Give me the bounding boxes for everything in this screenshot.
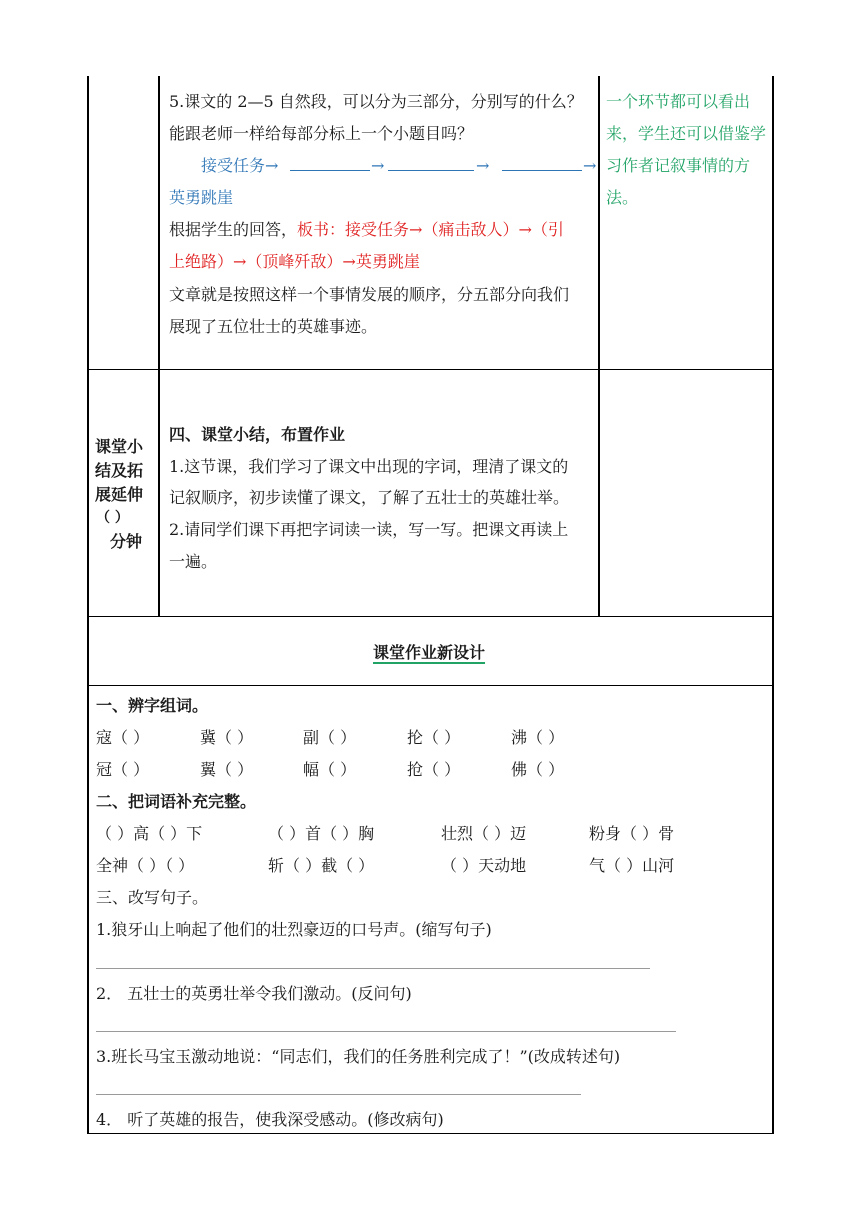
idiom-item: 气（ ）山河 xyxy=(589,856,675,875)
char-item: 副（ ） xyxy=(303,728,357,747)
char-item: 幅（ ） xyxy=(303,760,357,779)
col-divider-2 xyxy=(598,76,600,617)
section-label-line-2: 结及拓 xyxy=(95,461,144,480)
homework-title: 课堂作业新设计 xyxy=(373,643,486,662)
row-divider-1 xyxy=(87,369,774,370)
teaching-note-line-2: 来，学生还可以借鉴学 xyxy=(606,124,767,143)
idiom-item: 粉身（ ）骨 xyxy=(589,824,675,843)
char-item: 抡（ ） xyxy=(407,728,461,747)
sentence-4: 4． 听了英雄的报告，使我深受感动。(修改病句) xyxy=(96,1110,444,1129)
question-5-line-2: 能跟老师一样给每部分标上一个小题目吗？ xyxy=(169,124,474,143)
chain-arrow-3: → xyxy=(583,156,597,175)
answer-line-3[interactable] xyxy=(96,1094,581,1095)
chain-blank-1 xyxy=(290,156,370,176)
chain-arrow-1: → xyxy=(371,156,385,175)
section-label-line-5: 分钟 xyxy=(110,532,143,551)
col-divider-1 xyxy=(158,76,160,617)
answer-line-1[interactable] xyxy=(96,968,650,969)
teaching-note-line-3: 习作者记叙事情的方 xyxy=(606,156,751,175)
section-4-heading: 四、课堂小结，布置作业 xyxy=(169,425,346,444)
answer-line-2[interactable] xyxy=(96,1031,676,1032)
section-4-paragraph-1-line-1: 1.这节课，我们学习了课文中出现的字词，理清了课文的 xyxy=(169,457,569,476)
table-bottom-border xyxy=(87,1133,774,1134)
board-prefix: 根据学生的回答， xyxy=(169,220,298,239)
board-line-1 xyxy=(169,220,564,240)
char-item: 冀（ ） xyxy=(200,728,254,747)
part-3-heading: 三、改写句子。 xyxy=(96,888,209,907)
board-label: 板书： xyxy=(297,220,346,239)
table-left-border xyxy=(87,76,89,1134)
summary-line-2: 展现了五位壮士的英雄事迹。 xyxy=(169,317,378,336)
char-item: 沸（ ） xyxy=(511,728,565,747)
teaching-note-line-1: 一个环节都可以看出 xyxy=(606,92,751,111)
table-right-border xyxy=(772,76,774,1134)
section-label-line-1: 课堂小 xyxy=(95,437,144,456)
chain-end: 英勇跳崖 xyxy=(169,188,234,207)
row-divider-2 xyxy=(87,616,774,617)
section-4-paragraph-2-line-2: 一遍。 xyxy=(169,552,218,571)
char-item: 寇（ ） xyxy=(96,728,150,747)
idiom-item: 斩（ ）截（ ） xyxy=(268,856,375,875)
char-item: 翼（ ） xyxy=(200,760,254,779)
idiom-item: （ ）高（ ）下 xyxy=(96,824,203,843)
row-divider-3 xyxy=(87,685,774,686)
chain-blank-3 xyxy=(502,156,582,176)
idiom-item: （ ）首（ ）胸 xyxy=(268,824,375,843)
section-4-paragraph-1-line-2: 记叙顺序，初步读懂了课文，了解了五壮士的英雄壮举。 xyxy=(169,488,570,507)
idiom-item: 壮烈（ ）迈 xyxy=(441,824,527,843)
char-item: 抢（ ） xyxy=(407,760,461,779)
part-2-heading: 二、把词语补充完整。 xyxy=(96,792,257,811)
part-1-heading: 一、辨字组词。 xyxy=(96,696,209,715)
char-item: 佛（ ） xyxy=(511,760,565,779)
section-label-line-4: （ ） xyxy=(96,510,129,526)
board-sequence-line-1: 接受任务→（痛击敌人）→（引 xyxy=(345,220,564,239)
teaching-note-line-4: 法。 xyxy=(606,188,639,207)
summary-line-1: 文章就是按照这样一个事情发展的顺序，分五部分向我们 xyxy=(169,285,570,304)
sentence-1: 1.狼牙山上响起了他们的壮烈豪迈的口号声。(缩写句子) xyxy=(96,920,492,939)
board-sequence-line-2: 上绝路）→（顶峰歼敌）→英勇跳崖 xyxy=(169,252,420,271)
question-5-line-1: 5.课文的 2—5 自然段，可以分为三部分，分别写的什么？ xyxy=(169,92,583,111)
char-item: 冠（ ） xyxy=(96,760,150,779)
chain-arrow-2: → xyxy=(476,156,490,175)
section-label-line-3: 展延伸 xyxy=(95,485,144,504)
idiom-item: 全神（ ）（ ） xyxy=(96,856,195,875)
chain-blank-2 xyxy=(388,156,474,176)
sentence-3: 3.班长马宝玉激动地说：“同志们，我们的任务胜利完成了！”(改成转述句) xyxy=(96,1047,621,1066)
section-4-paragraph-2-line-1: 2.请同学们课下再把字词读一读，写一写。把课文再读上 xyxy=(169,520,569,539)
chain-start: 接受任务→ xyxy=(201,156,279,175)
sentence-2: 2． 五壮士的英勇壮举令我们激动。(反问句) xyxy=(96,984,412,1003)
idiom-item: （ ）天动地 xyxy=(441,856,527,875)
